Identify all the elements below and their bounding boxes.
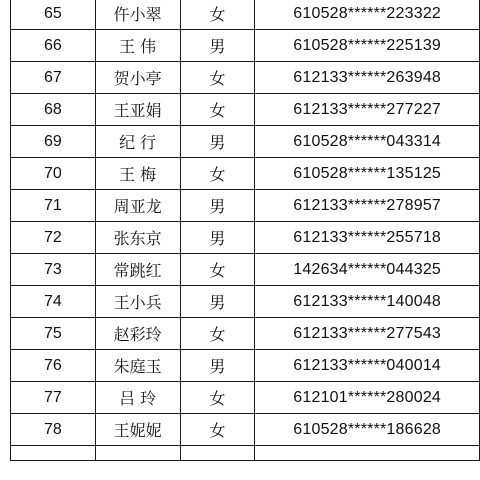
id-number-cell: 612133******278957 — [255, 190, 480, 222]
empty-cell — [95, 446, 180, 461]
id-number-cell: 610528******043314 — [255, 126, 480, 158]
sex-cell: 女 — [180, 382, 255, 414]
name-cell: 王 伟 — [95, 30, 180, 62]
id-number-cell: 612133******277543 — [255, 318, 480, 350]
name-cell: 常跳红 — [95, 254, 180, 286]
sex-cell: 女 — [180, 94, 255, 126]
row-number-cell: 65 — [11, 0, 96, 30]
id-number-cell: 612101******280024 — [255, 382, 480, 414]
row-number-cell: 66 — [11, 30, 96, 62]
row-number-cell: 78 — [11, 414, 96, 446]
sex-cell: 女 — [180, 254, 255, 286]
name-cell: 赵彩玲 — [95, 318, 180, 350]
roster-table — [10, 0, 480, 461]
sex-cell: 女 — [180, 0, 255, 30]
id-number-cell: 612133******277227 — [255, 94, 480, 126]
row-number-cell: 75 — [11, 318, 96, 350]
id-number-cell: 610528******223322 — [255, 0, 480, 30]
sex-cell: 男 — [180, 286, 255, 318]
id-number-cell: 610528******186628 — [255, 414, 480, 446]
name-cell: 王 梅 — [95, 158, 180, 190]
row-number-cell: 67 — [11, 62, 96, 94]
sex-cell: 女 — [180, 158, 255, 190]
id-number-cell: 610528******135125 — [255, 158, 480, 190]
table-row — [11, 254, 480, 286]
table-row — [11, 286, 480, 318]
row-number-cell: 70 — [11, 158, 96, 190]
row-number-cell: 77 — [11, 382, 96, 414]
table-row — [11, 126, 480, 158]
table-row — [11, 222, 480, 254]
row-number-cell: 74 — [11, 286, 96, 318]
table-row — [11, 30, 480, 62]
sex-cell: 男 — [180, 30, 255, 62]
id-number-cell: 612133******140048 — [255, 286, 480, 318]
name-cell: 王小兵 — [95, 286, 180, 318]
row-number-cell: 69 — [11, 126, 96, 158]
id-number-cell: 610528******225139 — [255, 30, 480, 62]
id-number-cell: 612133******040014 — [255, 350, 480, 382]
table-row — [11, 0, 480, 30]
row-number-cell: 72 — [11, 222, 96, 254]
row-number-cell: 73 — [11, 254, 96, 286]
name-cell: 朱庭玉 — [95, 350, 180, 382]
id-number-cell: 142634******044325 — [255, 254, 480, 286]
sex-cell: 女 — [180, 318, 255, 350]
sex-cell: 男 — [180, 222, 255, 254]
id-number-cell: 612133******255718 — [255, 222, 480, 254]
table-row — [11, 350, 480, 382]
row-number-cell: 68 — [11, 94, 96, 126]
name-cell: 王妮妮 — [95, 414, 180, 446]
sex-cell: 男 — [180, 126, 255, 158]
table-row-cut-off — [11, 446, 480, 461]
table-row — [11, 62, 480, 94]
id-number-cell: 612133******263948 — [255, 62, 480, 94]
name-cell: 王亚娟 — [95, 94, 180, 126]
sex-cell: 女 — [180, 62, 255, 94]
name-cell: 贺小亭 — [95, 62, 180, 94]
table-row — [11, 158, 480, 190]
row-number-cell: 76 — [11, 350, 96, 382]
empty-cell — [180, 446, 255, 461]
table-row — [11, 190, 480, 222]
name-cell: 周亚龙 — [95, 190, 180, 222]
table-row — [11, 382, 480, 414]
sex-cell: 男 — [180, 190, 255, 222]
roster-table-body — [11, 0, 480, 461]
table-row — [11, 318, 480, 350]
name-cell: 吕 玲 — [95, 382, 180, 414]
table-row — [11, 414, 480, 446]
table-row — [11, 94, 480, 126]
name-cell: 张东京 — [95, 222, 180, 254]
name-cell: 纪 行 — [95, 126, 180, 158]
name-cell: 仵小翠 — [95, 0, 180, 30]
sex-cell: 男 — [180, 350, 255, 382]
row-number-cell: 71 — [11, 190, 96, 222]
sex-cell: 女 — [180, 414, 255, 446]
empty-cell — [11, 446, 96, 461]
empty-cell — [255, 446, 480, 461]
